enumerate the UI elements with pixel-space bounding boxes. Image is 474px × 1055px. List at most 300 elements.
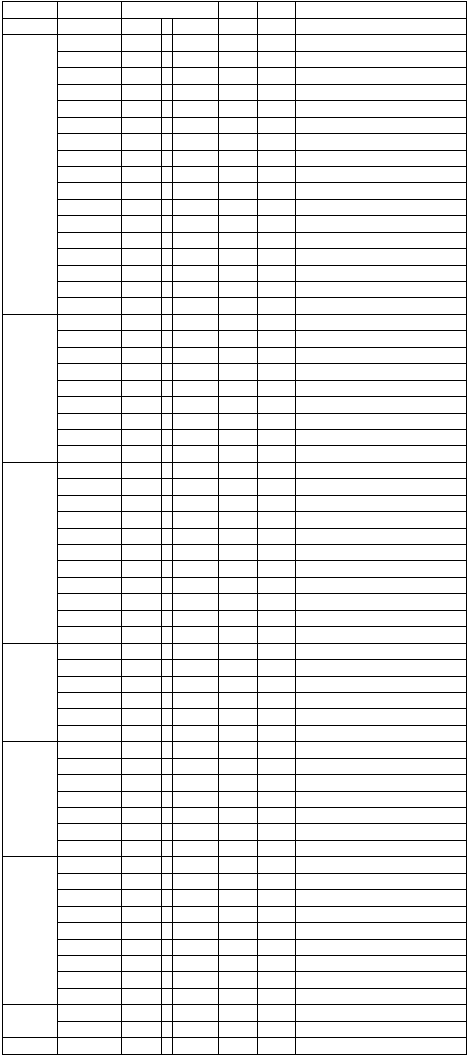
date-cell <box>58 479 122 495</box>
table-row <box>3 577 467 593</box>
city-cell <box>258 873 296 889</box>
away-team-cell <box>173 709 219 725</box>
city-cell <box>258 495 296 511</box>
date-cell <box>58 610 122 626</box>
home-team-cell <box>122 610 162 626</box>
date-cell <box>58 249 122 265</box>
home-team-cell <box>122 955 162 971</box>
away-team-cell <box>173 1038 219 1054</box>
venue-cell <box>296 561 467 577</box>
prefecture-cell <box>219 150 258 166</box>
home-team-cell <box>122 249 162 265</box>
venue-cell <box>296 725 467 741</box>
header-city <box>258 2 296 19</box>
away-team-cell <box>173 249 219 265</box>
venue-cell <box>296 857 467 873</box>
prefecture-cell <box>219 660 258 676</box>
table-row <box>3 906 467 922</box>
city-cell <box>258 955 296 971</box>
table-row <box>3 331 467 347</box>
home-team-cell <box>122 331 162 347</box>
home-team-cell <box>122 725 162 741</box>
date-cell <box>58 380 122 396</box>
header-date <box>58 2 122 19</box>
city-cell <box>258 775 296 791</box>
home-team-cell <box>122 232 162 248</box>
table-row <box>3 68 467 84</box>
city-cell <box>258 51 296 67</box>
home-team-cell <box>122 676 162 692</box>
vs-dash <box>162 446 173 462</box>
venue-cell <box>296 19 467 35</box>
prefecture-cell <box>219 758 258 774</box>
vs-dash <box>162 512 173 528</box>
city-cell <box>258 939 296 955</box>
home-team-cell <box>122 265 162 281</box>
venue-cell <box>296 873 467 889</box>
table-row <box>3 709 467 725</box>
vs-dash <box>162 561 173 577</box>
date-cell <box>58 660 122 676</box>
vs-dash <box>162 972 173 988</box>
table-row <box>3 923 467 939</box>
away-team-cell <box>173 166 219 182</box>
table-row <box>3 676 467 692</box>
home-team-cell <box>122 166 162 182</box>
city-cell <box>258 413 296 429</box>
vs-dash <box>162 577 173 593</box>
table-row <box>3 117 467 133</box>
date-cell <box>58 134 122 150</box>
date-cell <box>58 906 122 922</box>
prefecture-cell <box>219 479 258 495</box>
table-row <box>3 380 467 396</box>
city-cell <box>258 331 296 347</box>
prefecture-cell <box>219 84 258 100</box>
away-team-cell <box>173 840 219 856</box>
venue-cell <box>296 692 467 708</box>
away-team-cell <box>173 890 219 906</box>
date-cell <box>58 68 122 84</box>
table-row <box>3 660 467 676</box>
date-cell <box>58 51 122 67</box>
date-cell <box>58 446 122 462</box>
away-team-cell <box>173 84 219 100</box>
vs-dash <box>162 347 173 363</box>
away-team-cell <box>173 808 219 824</box>
city-cell <box>258 134 296 150</box>
prefecture-cell <box>219 134 258 150</box>
date-cell <box>58 101 122 117</box>
home-team-cell <box>122 347 162 363</box>
away-team-cell <box>173 479 219 495</box>
date-cell <box>58 594 122 610</box>
schedule-table <box>2 1 467 1055</box>
home-team-cell <box>122 35 162 51</box>
prefecture-cell <box>219 429 258 445</box>
away-team-cell <box>173 19 219 35</box>
table-row <box>3 988 467 1004</box>
venue-cell <box>296 199 467 215</box>
city-cell <box>258 709 296 725</box>
prefecture-cell <box>219 265 258 281</box>
prefecture-cell <box>219 232 258 248</box>
prefecture-cell <box>219 380 258 396</box>
month-cell <box>3 857 58 1005</box>
prefecture-cell <box>219 19 258 35</box>
prefecture-cell <box>219 117 258 133</box>
vs-dash <box>162 660 173 676</box>
venue-cell <box>296 413 467 429</box>
prefecture-cell <box>219 824 258 840</box>
venue-cell <box>296 282 467 298</box>
city-cell <box>258 429 296 445</box>
venue-cell <box>296 758 467 774</box>
city-cell <box>258 988 296 1004</box>
prefecture-cell <box>219 873 258 889</box>
month-cell <box>3 314 58 462</box>
table-row <box>3 150 467 166</box>
vs-dash <box>162 282 173 298</box>
home-team-cell <box>122 199 162 215</box>
city-cell <box>258 19 296 35</box>
home-team-cell <box>122 314 162 330</box>
venue-cell <box>296 314 467 330</box>
date-cell <box>58 199 122 215</box>
prefecture-cell <box>219 397 258 413</box>
venue-cell <box>296 166 467 182</box>
vs-dash <box>162 988 173 1004</box>
date-cell <box>58 873 122 889</box>
table-row <box>3 808 467 824</box>
date-cell <box>58 495 122 511</box>
home-team-cell <box>122 134 162 150</box>
header-matchup <box>122 2 219 19</box>
table-row <box>3 364 467 380</box>
city-cell <box>258 265 296 281</box>
vs-dash <box>162 166 173 182</box>
home-team-cell <box>122 561 162 577</box>
home-team-cell <box>122 282 162 298</box>
away-team-cell <box>173 906 219 922</box>
venue-cell <box>296 528 467 544</box>
venue-cell <box>296 824 467 840</box>
table-row <box>3 857 467 873</box>
vs-dash <box>162 545 173 561</box>
away-team-cell <box>173 216 219 232</box>
city-cell <box>258 479 296 495</box>
venue-cell <box>296 380 467 396</box>
table-row <box>3 1005 467 1021</box>
away-team-cell <box>173 35 219 51</box>
venue-cell <box>296 939 467 955</box>
date-cell <box>58 577 122 593</box>
table-row <box>3 249 467 265</box>
vs-dash <box>162 725 173 741</box>
prefecture-cell <box>219 545 258 561</box>
away-team-cell <box>173 873 219 889</box>
prefecture-cell <box>219 923 258 939</box>
table-row <box>3 512 467 528</box>
table-row <box>3 594 467 610</box>
away-team-cell <box>173 660 219 676</box>
table-row <box>3 939 467 955</box>
vs-dash <box>162 101 173 117</box>
city-cell <box>258 101 296 117</box>
home-team-cell <box>122 397 162 413</box>
vs-dash <box>162 742 173 758</box>
date-cell <box>58 988 122 1004</box>
venue-cell <box>296 364 467 380</box>
month-cell <box>3 462 58 643</box>
home-team-cell <box>122 298 162 314</box>
venue-cell <box>296 298 467 314</box>
table-row <box>3 265 467 281</box>
home-team-cell <box>122 972 162 988</box>
vs-dash <box>162 676 173 692</box>
table-row <box>3 775 467 791</box>
vs-dash <box>162 232 173 248</box>
vs-dash <box>162 199 173 215</box>
venue-cell <box>296 249 467 265</box>
city-cell <box>258 166 296 182</box>
city-cell <box>258 512 296 528</box>
away-team-cell <box>173 758 219 774</box>
month-cell <box>3 742 58 857</box>
home-team-cell <box>122 446 162 462</box>
venue-cell <box>296 577 467 593</box>
away-team-cell <box>173 1005 219 1021</box>
date-cell <box>58 545 122 561</box>
home-team-cell <box>122 988 162 1004</box>
date-cell <box>58 314 122 330</box>
home-team-cell <box>122 462 162 478</box>
home-team-cell <box>122 873 162 889</box>
city-cell <box>258 545 296 561</box>
date-cell <box>58 282 122 298</box>
venue-cell <box>296 972 467 988</box>
vs-dash <box>162 857 173 873</box>
vs-dash <box>162 906 173 922</box>
header-row <box>3 2 467 19</box>
away-team-cell <box>173 610 219 626</box>
home-team-cell <box>122 528 162 544</box>
prefecture-cell <box>219 68 258 84</box>
month-cell <box>3 1005 58 1038</box>
prefecture-cell <box>219 676 258 692</box>
vs-dash <box>162 314 173 330</box>
city-cell <box>258 824 296 840</box>
vs-dash <box>162 955 173 971</box>
table-row <box>3 1038 467 1054</box>
home-team-cell <box>122 643 162 659</box>
venue-cell <box>296 347 467 363</box>
prefecture-cell <box>219 51 258 67</box>
prefecture-cell <box>219 709 258 725</box>
away-team-cell <box>173 725 219 741</box>
prefecture-cell <box>219 314 258 330</box>
city-cell <box>258 692 296 708</box>
away-team-cell <box>173 265 219 281</box>
away-team-cell <box>173 331 219 347</box>
prefecture-cell <box>219 347 258 363</box>
venue-cell <box>296 84 467 100</box>
table-row <box>3 397 467 413</box>
prefecture-cell <box>219 298 258 314</box>
home-team-cell <box>122 594 162 610</box>
prefecture-cell <box>219 775 258 791</box>
prefecture-cell <box>219 692 258 708</box>
date-cell <box>58 857 122 873</box>
month-cell <box>3 643 58 742</box>
home-team-cell <box>122 709 162 725</box>
away-team-cell <box>173 68 219 84</box>
prefecture-cell <box>219 594 258 610</box>
home-team-cell <box>122 1038 162 1054</box>
venue-cell <box>296 840 467 856</box>
city-cell <box>258 298 296 314</box>
date-cell <box>58 758 122 774</box>
vs-dash <box>162 643 173 659</box>
table-row <box>3 314 467 330</box>
away-team-cell <box>173 939 219 955</box>
date-cell <box>58 462 122 478</box>
city-cell <box>258 923 296 939</box>
date-cell <box>58 808 122 824</box>
venue-cell <box>296 923 467 939</box>
away-team-cell <box>173 183 219 199</box>
away-team-cell <box>173 643 219 659</box>
vs-dash <box>162 775 173 791</box>
prefecture-cell <box>219 577 258 593</box>
venue-cell <box>296 775 467 791</box>
home-team-cell <box>122 51 162 67</box>
date-cell <box>58 429 122 445</box>
date-cell <box>58 643 122 659</box>
city-cell <box>258 84 296 100</box>
city-cell <box>258 117 296 133</box>
venue-cell <box>296 791 467 807</box>
prefecture-cell <box>219 955 258 971</box>
date-cell <box>58 298 122 314</box>
home-team-cell <box>122 68 162 84</box>
vs-dash <box>162 397 173 413</box>
away-team-cell <box>173 134 219 150</box>
away-team-cell <box>173 824 219 840</box>
vs-dash <box>162 216 173 232</box>
vs-dash <box>162 528 173 544</box>
date-cell <box>58 725 122 741</box>
prefecture-cell <box>219 988 258 1004</box>
venue-cell <box>296 479 467 495</box>
venue-cell <box>296 545 467 561</box>
date-cell <box>58 939 122 955</box>
away-team-cell <box>173 1021 219 1037</box>
prefecture-cell <box>219 35 258 51</box>
city-cell <box>258 314 296 330</box>
home-team-cell <box>122 364 162 380</box>
venue-cell <box>296 232 467 248</box>
prefecture-cell <box>219 249 258 265</box>
table-row <box>3 298 467 314</box>
away-team-cell <box>173 972 219 988</box>
home-team-cell <box>122 923 162 939</box>
city-cell <box>258 347 296 363</box>
date-cell <box>58 709 122 725</box>
vs-dash <box>162 1021 173 1037</box>
table-row <box>3 413 467 429</box>
prefecture-cell <box>219 1005 258 1021</box>
table-row <box>3 561 467 577</box>
vs-dash <box>162 19 173 35</box>
table-row <box>3 51 467 67</box>
vs-dash <box>162 249 173 265</box>
away-team-cell <box>173 775 219 791</box>
city-cell <box>258 577 296 593</box>
prefecture-cell <box>219 725 258 741</box>
city-cell <box>258 643 296 659</box>
month-cell <box>3 35 58 314</box>
vs-dash <box>162 1038 173 1054</box>
table-row <box>3 84 467 100</box>
city-cell <box>258 282 296 298</box>
away-team-cell <box>173 627 219 643</box>
venue-cell <box>296 1038 467 1054</box>
date-cell <box>58 692 122 708</box>
date-cell <box>58 923 122 939</box>
city-cell <box>258 249 296 265</box>
date-cell <box>58 824 122 840</box>
city-cell <box>258 627 296 643</box>
table-row <box>3 610 467 626</box>
prefecture-cell <box>219 972 258 988</box>
away-team-cell <box>173 512 219 528</box>
venue-cell <box>296 988 467 1004</box>
prefecture-cell <box>219 890 258 906</box>
away-team-cell <box>173 51 219 67</box>
date-cell <box>58 232 122 248</box>
venue-cell <box>296 594 467 610</box>
table-row <box>3 742 467 758</box>
home-team-cell <box>122 627 162 643</box>
prefecture-cell <box>219 1021 258 1037</box>
venue-cell <box>296 1005 467 1021</box>
city-cell <box>258 68 296 84</box>
venue-cell <box>296 808 467 824</box>
date-cell <box>58 1021 122 1037</box>
away-team-cell <box>173 347 219 363</box>
home-team-cell <box>122 758 162 774</box>
date-cell <box>58 84 122 100</box>
venue-cell <box>296 643 467 659</box>
away-team-cell <box>173 545 219 561</box>
date-cell <box>58 183 122 199</box>
city-cell <box>258 972 296 988</box>
city-cell <box>258 35 296 51</box>
home-team-cell <box>122 545 162 561</box>
date-cell <box>58 265 122 281</box>
city-cell <box>258 528 296 544</box>
city-cell <box>258 232 296 248</box>
city-cell <box>258 890 296 906</box>
vs-dash <box>162 298 173 314</box>
date-cell <box>58 150 122 166</box>
date-cell <box>58 1005 122 1021</box>
vs-dash <box>162 51 173 67</box>
city-cell <box>258 808 296 824</box>
city-cell <box>258 791 296 807</box>
home-team-cell <box>122 1005 162 1021</box>
